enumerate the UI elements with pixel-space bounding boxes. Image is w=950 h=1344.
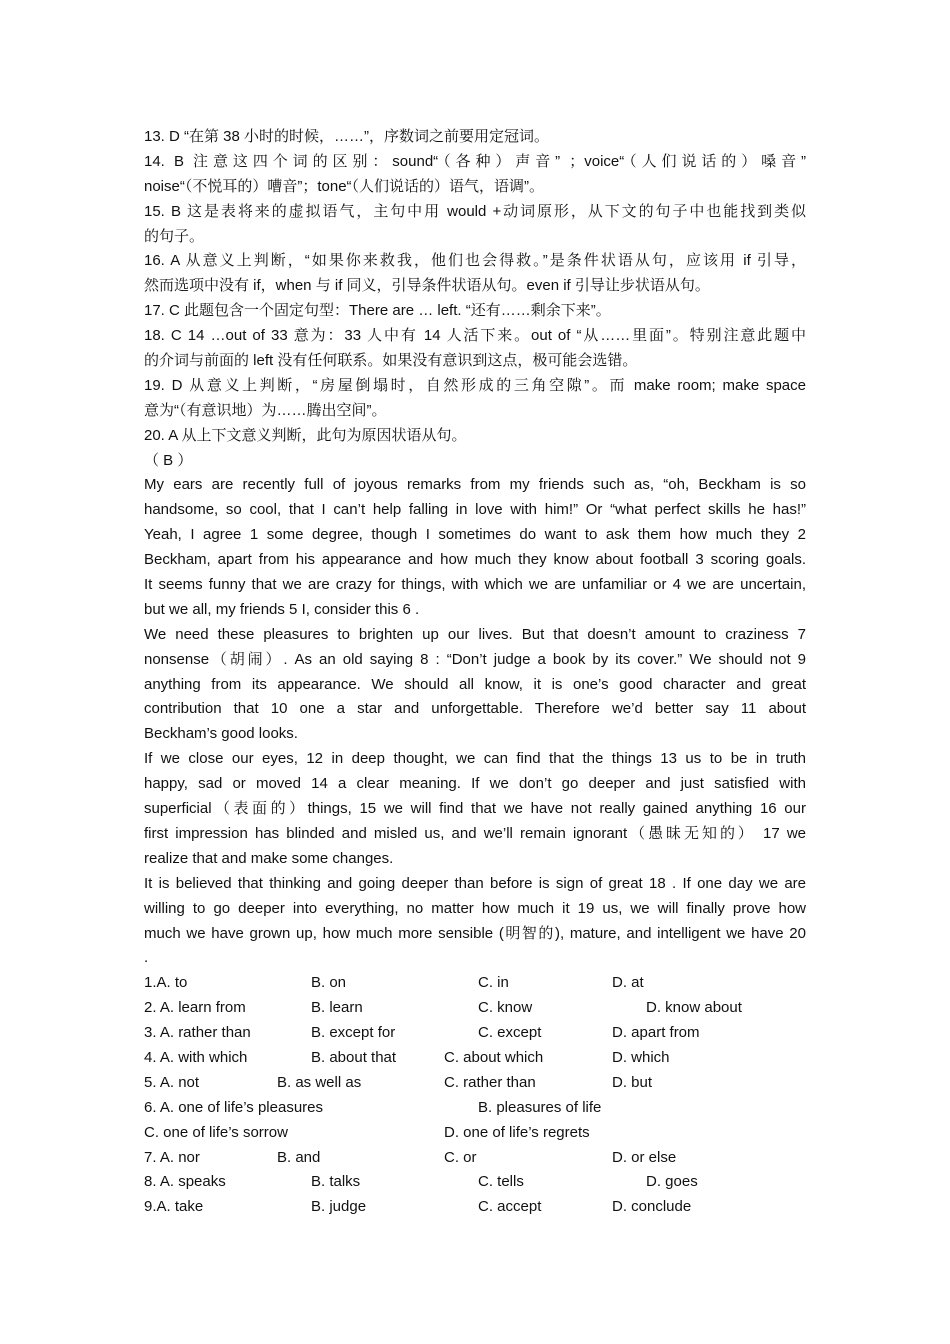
passage-line: My ears are recently full of joyous remarks from my friends such as, “oh, Beckham is so	[144, 476, 806, 494]
option-a: 3. A. rather than	[144, 1024, 251, 1042]
option-b: B. on	[311, 974, 347, 992]
passage-line: We need these pleasures to brighten up our lives. But that doesn’t amount to craziness 7	[144, 625, 806, 643]
option-a: 6. A. one of life’s pleasures	[144, 1098, 324, 1116]
section-label: （ B ）	[144, 451, 193, 469]
passage-line: Beckham, apart from his appearance and how much they know about football 3 scoring goals.	[144, 551, 806, 569]
option-a: 1.A. to	[144, 974, 188, 992]
option-d: D. at	[612, 974, 644, 992]
option-c: C. rather than	[444, 1073, 536, 1091]
option-b: B. except for	[311, 1024, 396, 1042]
answer-explanations	[144, 125, 806, 449]
document-page	[144, 125, 806, 1220]
passage-line: It seems funny that we are crazy for things, with which we are unfamiliar or 4 we are uncertain,	[144, 576, 806, 594]
option-c: C. one of life’s sorrow	[144, 1123, 288, 1141]
option-c: C. except	[478, 1024, 542, 1042]
option-row	[144, 1121, 806, 1146]
passage-line: If we close our eyes, 12 in deep thought, we can find that the things 13 us to be in truth	[144, 750, 806, 768]
option-row	[144, 1170, 806, 1195]
answer-line: noise“（不悦耳的）嘈音”；tone“（人们说话的）语气，语调”。	[144, 177, 545, 195]
passage-line: but we all, my friends 5 I, consider this 6 .	[144, 600, 420, 618]
option-b: B. about that	[311, 1048, 397, 1066]
option-b: B. and	[277, 1148, 321, 1166]
option-d: D. one of life’s regrets	[444, 1123, 590, 1141]
option-row	[144, 1071, 806, 1096]
option-row	[144, 1046, 806, 1071]
option-row	[144, 996, 806, 1021]
option-d: D. know about	[646, 999, 742, 1017]
answer-line: 13. D “在第 38 小时的时候，……”，序数词之前要用定冠词。	[144, 128, 550, 145]
option-c: C. tells	[478, 1173, 524, 1191]
passage-line: nonsense（胡闹）. As an old saying 8 : “Don’t judge a book by its cover.” We should not 9	[144, 650, 806, 668]
option-d: D. goes	[646, 1173, 698, 1191]
cloze-passage	[144, 473, 806, 971]
answer-line: 14. B 注意这四个词的区别：sound“（各种）声音” ；voice“（人们说话的）嗓音”	[144, 152, 806, 170]
answer-line: 然而选项中没有 if，when 与 if 同义，引导条件状语从句。even if 引导让步状语从句。	[144, 277, 710, 295]
option-a: 2. A. learn from	[144, 999, 246, 1017]
passage-line: willing to go deeper into everything, no matter how much it 19 us, we will finally prove how	[144, 899, 806, 917]
answer-line: 15. B 这是表将来的虚拟语气，主句中用 would +动词原形，从下文的句子中也能找到类似	[144, 202, 806, 220]
option-row	[144, 971, 806, 996]
answer-line: 意为“（有意识地）为……腾出空间”。	[144, 401, 387, 419]
passage-line: happy, sad or moved 14 a clear meaning. If we don’t go deeper and just satisfied with	[144, 775, 806, 793]
answer-line: 16. A 从意义上判断，“如果你来救我，他们也会得救。”是条件状语从句，应该用 if 引导，	[144, 252, 806, 270]
option-d: D. but	[612, 1073, 653, 1091]
option-a: 7. A. nor	[144, 1148, 200, 1166]
answer-line: 的介词与前面的 left 没有任何联系。如果没有意识到这点，极可能会选错。	[144, 352, 638, 370]
option-b: B. judge	[311, 1198, 367, 1216]
option-a: 5. A. not	[144, 1073, 200, 1091]
option-c: C. or	[444, 1148, 477, 1166]
option-c: C. know	[478, 999, 533, 1017]
passage-line: It is believed that thinking and going deeper than before is sign of great 18 . If one day we are	[144, 874, 806, 892]
option-row	[144, 1021, 806, 1046]
passage-line: realize that and make some changes.	[144, 849, 394, 867]
option-a: 8. A. speaks	[144, 1173, 226, 1191]
passage-line: first impression has blinded and misled us, and we’ll remain ignorant（愚昧无知的） 17 we	[144, 824, 806, 842]
option-b: B. as well as	[277, 1073, 362, 1091]
option-c: C. accept	[478, 1198, 542, 1216]
option-a: 4. A. with which	[144, 1048, 248, 1066]
answer-line: 20. A 从上下文意义判断，此句为原因状语从句。	[144, 426, 467, 444]
answer-line: 的句子。	[144, 227, 205, 245]
option-c: C. in	[478, 974, 509, 992]
option-row	[144, 1096, 806, 1121]
passage-line: much we have grown up, how much more sensible (明智的), mature, and intelligent we have 20	[144, 924, 806, 942]
option-row	[144, 1146, 806, 1171]
option-b: B. talks	[311, 1173, 361, 1191]
passage-line: Beckham’s good looks.	[144, 725, 298, 743]
passage-line: superficial（表面的）things, 15 we will find that we have not really gained anything 16 our	[144, 800, 806, 818]
passage-line: handsome, so cool, that I can’t help falling in love with him!” Or “what perfect skills he has!”	[144, 501, 806, 519]
passage-line: contribution that 10 one a star and unforgettable. Therefore we’d better say 11 about	[144, 700, 806, 718]
answer-line: 18. C 14 …out of 33 意为：33 人中有 14 人活下来。out of “从……里面”。特别注意此题中	[144, 327, 806, 345]
answer-line: 17. C 此题包含一个固定句型：There are … left. “还有……剩余下来”。	[144, 302, 611, 320]
option-d: D. or else	[612, 1148, 677, 1166]
option-b: B. learn	[311, 999, 363, 1017]
passage-line: .	[144, 949, 149, 967]
option-d: D. conclude	[612, 1198, 692, 1216]
option-a: 9.A. take	[144, 1198, 204, 1216]
option-c: C. about which	[444, 1048, 544, 1066]
option-row	[144, 1195, 806, 1220]
answer-options	[144, 971, 806, 1220]
answer-line: 19. D 从意义上判断，“房屋倒塌时，自然形成的三角空隙”。而 make room; make space	[144, 376, 806, 394]
passage-line: Yeah, I agree 1 some degree, though I sometimes do want to ask them how much they 2	[144, 526, 806, 544]
option-d: D. which	[612, 1048, 670, 1066]
passage-line: anything from its appearance. We should all know, it is one’s good character and great	[144, 675, 806, 693]
option-d: D. apart from	[612, 1024, 700, 1042]
option-b: B. pleasures of life	[478, 1098, 602, 1116]
